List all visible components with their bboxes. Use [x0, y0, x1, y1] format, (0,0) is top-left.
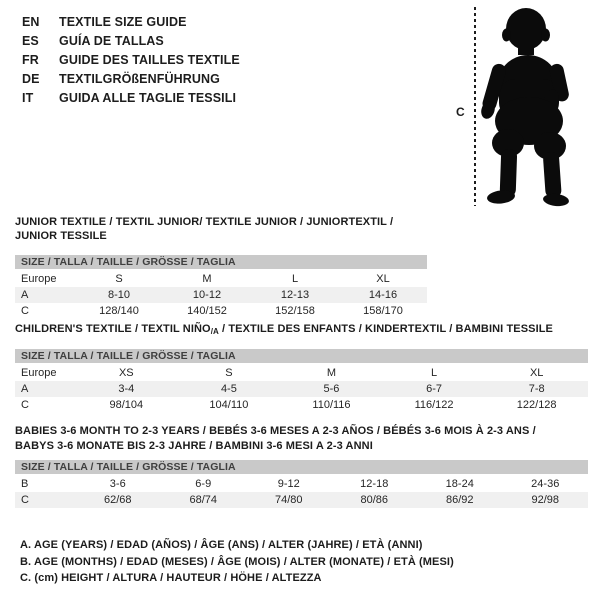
table-cell: S [115, 273, 123, 285]
legend-row-it [22, 89, 240, 108]
table-cell: 6-9 [195, 478, 212, 490]
language-code: DE [22, 72, 40, 86]
table-cell: 9-12 [277, 478, 300, 490]
table-row [15, 476, 588, 492]
title-part: CHILDREN'S TEXTILE / TEXTIL NIÑO [15, 323, 211, 335]
table-row [15, 492, 588, 508]
table-cell: 140/152 [187, 305, 227, 317]
table-cell: 152/158 [275, 305, 315, 317]
table-cell: 3-6 [109, 478, 126, 490]
table-cell: 10-12 [192, 289, 222, 301]
size-header-bar: SIZE / TALLA / TAILLE / GRÖSSE / TAGLIA [15, 349, 588, 363]
language-code: ES [22, 34, 39, 48]
language-code: FR [22, 53, 39, 67]
section-title [15, 322, 588, 339]
table-cell: 62/68 [103, 494, 132, 506]
baby-silhouette-icon [481, 7, 573, 208]
table-cell: 128/140 [99, 305, 139, 317]
row-label: C [21, 399, 29, 411]
table-cell: 14-16 [368, 289, 398, 301]
language-title: GUIDE DES TAILLES TEXTILE [59, 53, 240, 67]
table-cell: 12-18 [360, 478, 389, 490]
row-label: Europe [21, 273, 57, 285]
table-cell: 98/104 [109, 399, 144, 411]
row-label: C [21, 494, 29, 506]
section-title [15, 424, 588, 454]
footnote-a: A. AGE (YEARS) / EDAD (AÑOS) / ÂGE (ANS) / ALTER (JAHRE) / ETÀ (ANNI) [20, 539, 423, 551]
table-cell: 68/74 [189, 494, 218, 506]
title-subscript: /A [210, 327, 219, 336]
table-cell: 74/80 [274, 494, 303, 506]
table-cell: 92/98 [531, 494, 560, 506]
table-cell: XL [529, 367, 544, 379]
row-label: Europe [21, 367, 57, 379]
table-cell: S [225, 367, 233, 379]
table-cell: 7-8 [528, 383, 545, 395]
table-cell: 104/110 [209, 399, 249, 411]
row-label: A [21, 383, 29, 395]
table-row [15, 365, 588, 381]
language-code: IT [22, 91, 34, 105]
table-cell: 3-4 [118, 383, 135, 395]
language-title: TEXTILE SIZE GUIDE [59, 15, 187, 29]
legend-row-de [22, 70, 240, 89]
table-cell: 24-36 [531, 478, 560, 490]
table-row [15, 303, 427, 319]
legend-row-fr [22, 51, 240, 70]
table-cell: XS [118, 367, 134, 379]
language-title: TEXTILGRÖßENFÜHRUNG [59, 72, 220, 86]
table-cell: L [431, 367, 438, 379]
table-cell: XL [376, 273, 390, 285]
table-cell: M [202, 273, 212, 285]
table-row [15, 271, 427, 287]
language-title: GUIDA ALLE TAGLIE TESSILI [59, 91, 237, 105]
height-measure-label: C [456, 105, 465, 119]
table-cell: 5-6 [323, 383, 340, 395]
title-line-1: BABIES 3-6 MONTH TO 2-3 YEARS / BEBÉS 3-6 MESES A 2-3 AÑOS / BÉBÉS 3-6 MOIS À 2-3 ANS / [15, 425, 536, 437]
row-label: B [21, 478, 29, 490]
section-babies-textile [15, 424, 588, 508]
legend-row-es [22, 32, 240, 51]
section-childrens-textile [15, 322, 588, 413]
table-cell: 122/128 [516, 399, 557, 411]
row-label: C [21, 305, 29, 317]
height-measure-dashed-line [474, 7, 476, 206]
table-cell: 158/170 [363, 305, 403, 317]
table-cell: 6-7 [426, 383, 443, 395]
table-cell: L [291, 273, 299, 285]
table-cell: 4-5 [220, 383, 237, 395]
table-cell: 116/122 [414, 399, 454, 411]
language-title: GUÍA DE TALLAS [59, 34, 164, 48]
size-header-bar: SIZE / TALLA / TAILLE / GRÖSSE / TAGLIA [15, 255, 427, 269]
footnote-legend [20, 537, 454, 587]
row-label: A [21, 289, 29, 301]
table-cell: 8-10 [107, 289, 131, 301]
footnote-c: C. (cm) HEIGHT / ALTURA / HAUTEUR / HÖHE / ALTEZZA [20, 572, 322, 584]
table-cell: 110/116 [312, 399, 351, 411]
table-cell: 12-13 [280, 289, 310, 301]
table-cell: 86/92 [445, 494, 474, 506]
legend-row-en [22, 13, 240, 32]
size-header-bar: SIZE / TALLA / TAILLE / GRÖSSE / TAGLIA [15, 460, 588, 474]
section-title: JUNIOR TEXTILE / TEXTIL JUNIOR/ TEXTILE JUNIOR / JUNIORTEXTIL / JUNIOR TESSILE [15, 216, 394, 242]
table-row [15, 397, 588, 413]
table-row [15, 381, 588, 397]
table-cell: 18-24 [445, 478, 474, 490]
table-cell: 80/86 [360, 494, 389, 506]
title-line-2: BABYS 3-6 MONATE BIS 2-3 JAHRE / BAMBINI 3-6 MESI A 2-3 ANNI [15, 440, 373, 452]
footnote-b: B. AGE (MONTHS) / EDAD (MESES) / ÂGE (MOIS) / ALTER (MONATE) / ETÀ (MESI) [20, 555, 454, 568]
table-row [15, 287, 427, 303]
language-code: EN [22, 15, 40, 29]
table-cell: M [326, 367, 337, 379]
section-junior-textile [15, 215, 427, 319]
title-part: / TEXTILE DES ENFANTS / KINDERTEXTIL / BAMBINI TESSILE [218, 323, 553, 335]
language-legend [22, 13, 240, 108]
